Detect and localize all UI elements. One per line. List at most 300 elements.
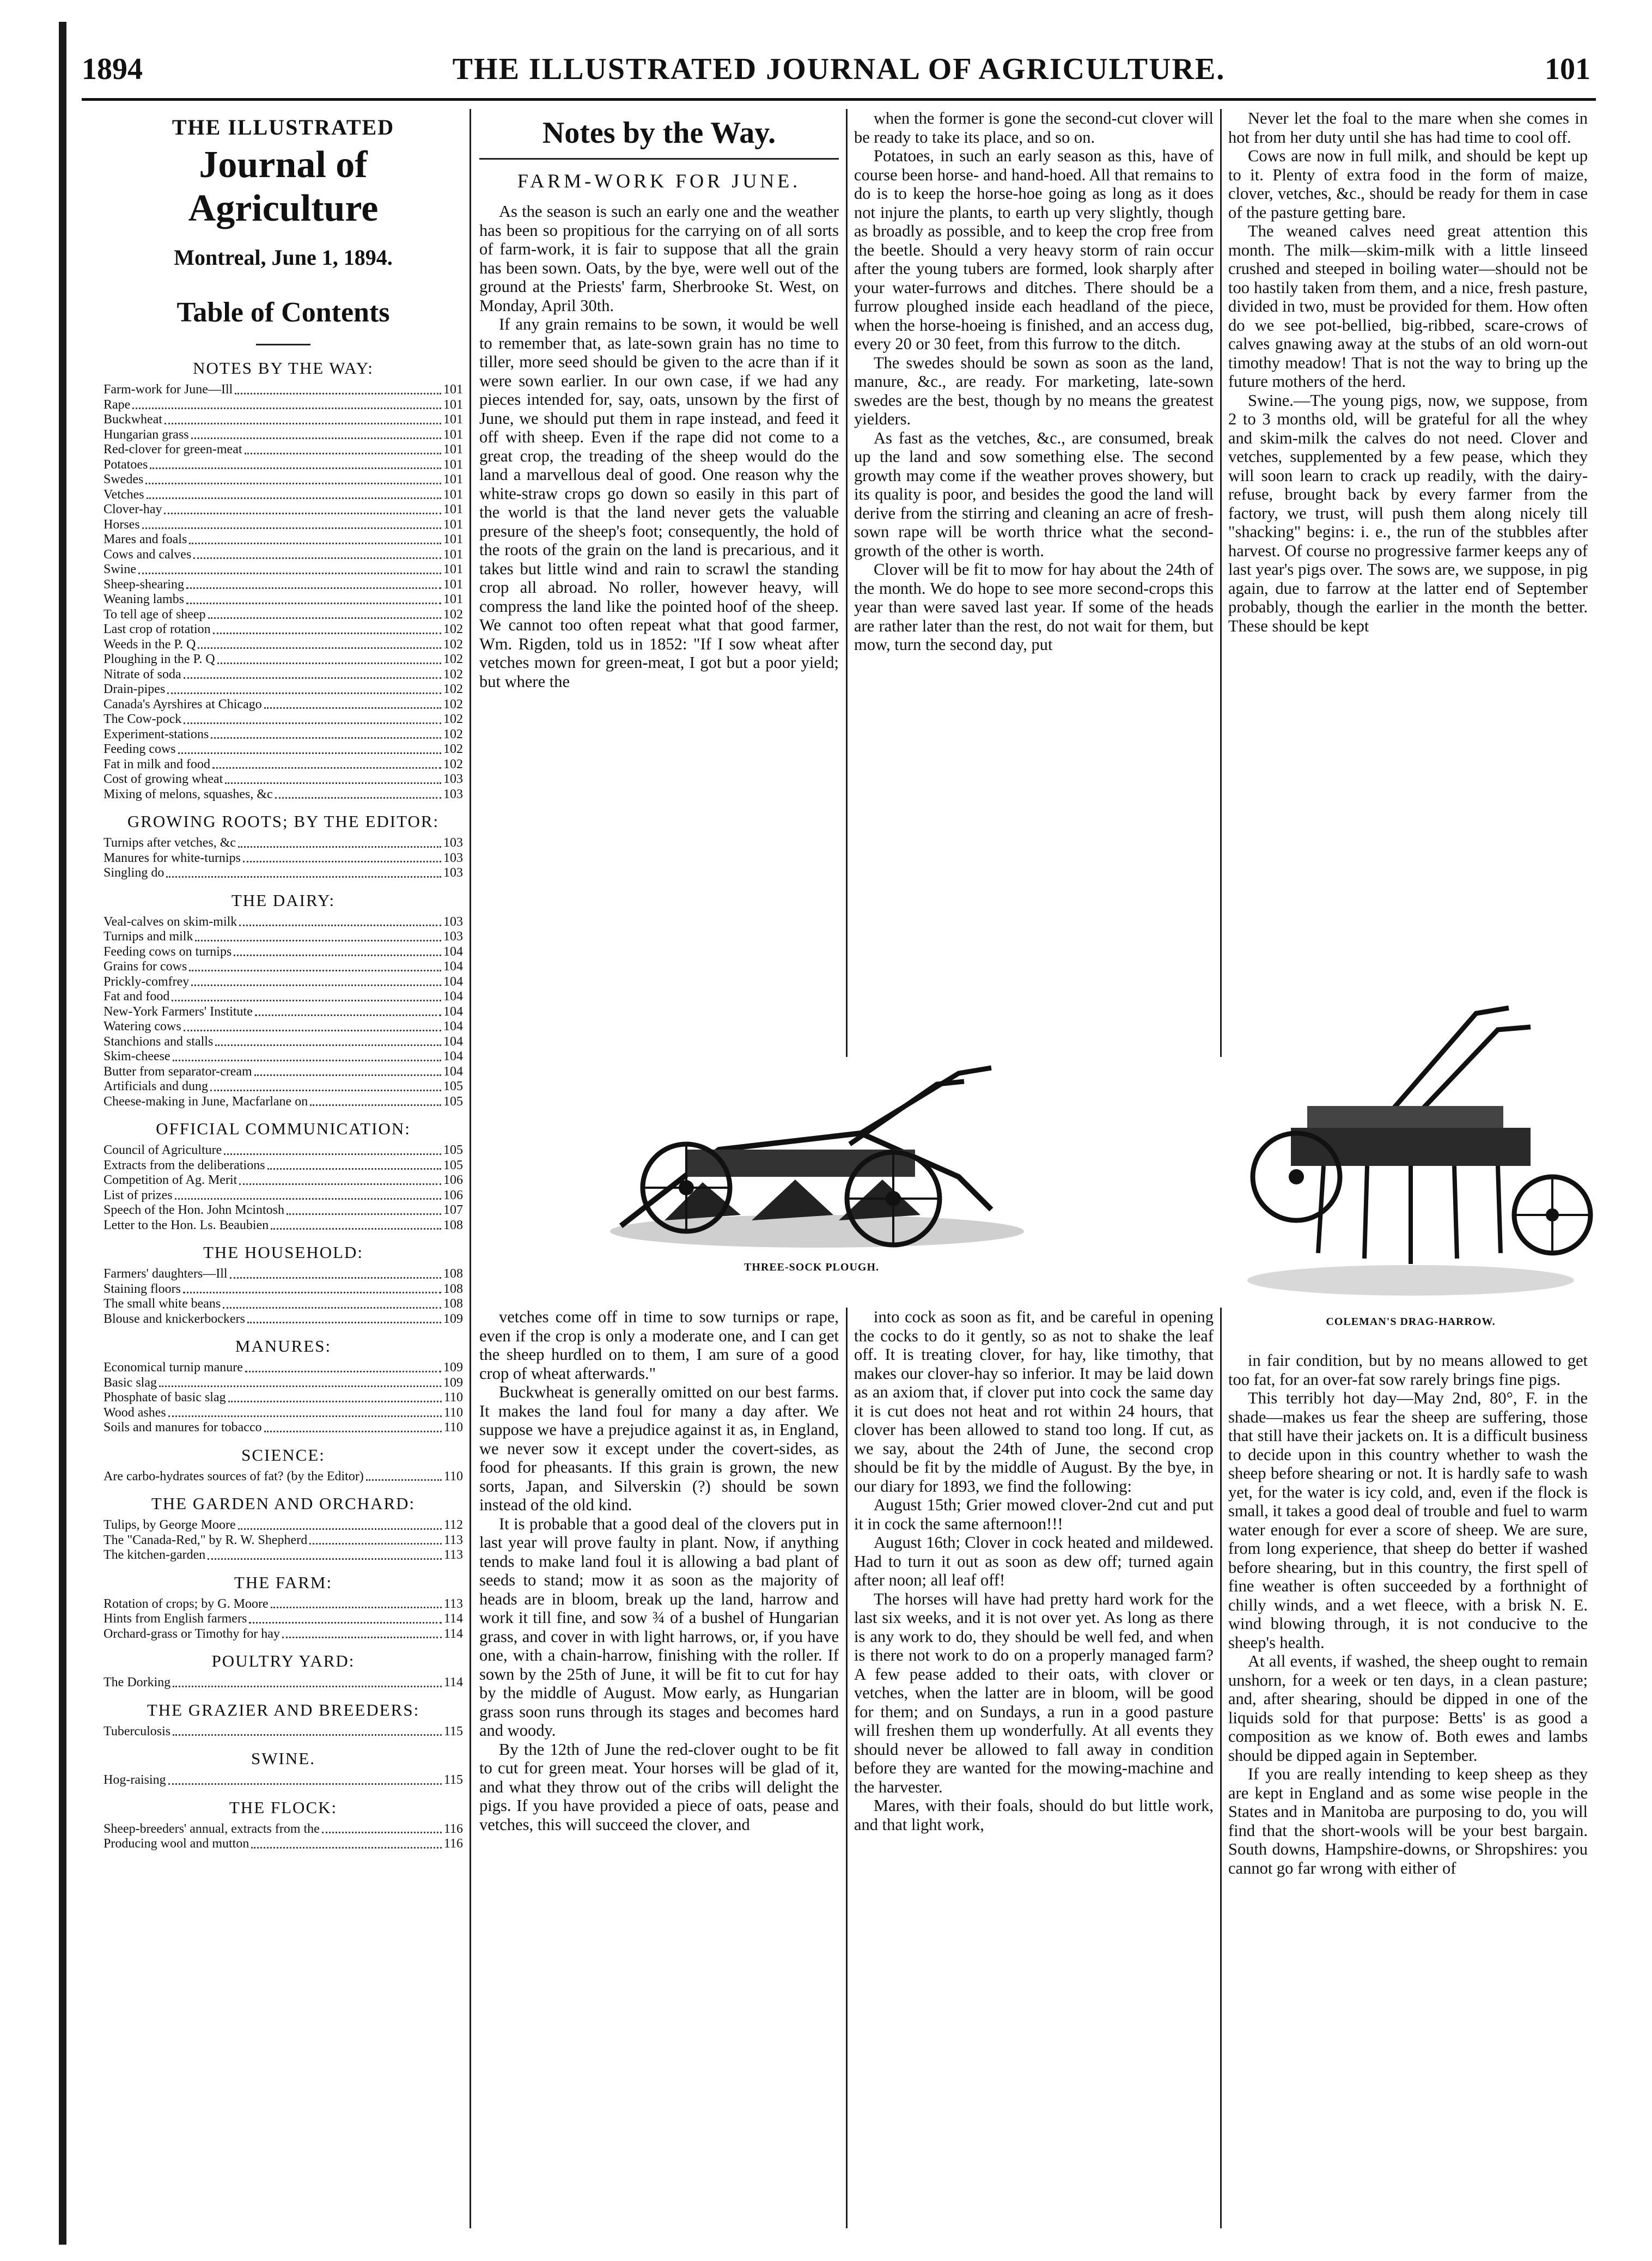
toc-entry-page: 110 bbox=[443, 1469, 463, 1484]
paragraph: August 16th; Clover in cock heated and mildewed. Had to turn it out as soon as dew off; turned again after noon; all leaf off! bbox=[854, 1533, 1214, 1589]
toc-entry bbox=[103, 578, 463, 593]
notes-column-3 bbox=[1228, 109, 1588, 948]
toc-entry-label: Orchard-grass or Timothy for hay bbox=[103, 1626, 280, 1641]
dot-leader bbox=[217, 663, 441, 664]
dot-leader bbox=[230, 1277, 441, 1279]
toc-section-heading: THE GARDEN AND ORCHARD: bbox=[151, 1494, 416, 1513]
toc-entry-page: 110 bbox=[443, 1420, 463, 1435]
toc-entry bbox=[103, 929, 463, 945]
toc-entry-page: 102 bbox=[443, 667, 463, 682]
toc-entry-page: 104 bbox=[443, 1034, 463, 1049]
dot-leader bbox=[238, 846, 441, 848]
toc-entry-page: 103 bbox=[443, 836, 463, 850]
toc-entry-label: Hungarian grass bbox=[103, 427, 189, 442]
toc-entry bbox=[103, 772, 463, 787]
dot-leader bbox=[234, 955, 441, 956]
dot-leader bbox=[166, 876, 441, 878]
dot-leader bbox=[164, 513, 441, 514]
toc-section-heading: SCIENCE: bbox=[241, 1445, 325, 1464]
toc-entry-label: Farmers' daughters—Ill bbox=[103, 1267, 228, 1281]
toc-entry-page: 101 bbox=[443, 517, 463, 532]
article-body bbox=[854, 109, 1214, 654]
toc-entry bbox=[103, 637, 463, 653]
header-title: THE ILLUSTRATED JOURNAL OF AGRICULTURE. bbox=[452, 52, 1226, 86]
dot-leader bbox=[267, 1168, 441, 1170]
toc-entry bbox=[103, 398, 463, 413]
dot-leader bbox=[178, 752, 441, 754]
toc-entry-page: 105 bbox=[443, 1079, 463, 1093]
toc-entry-page: 104 bbox=[443, 1064, 463, 1079]
toc-entry bbox=[103, 1822, 463, 1837]
toc-entry-label: Competition of Ag. Merit bbox=[103, 1173, 237, 1187]
dot-leader bbox=[215, 1044, 441, 1046]
dot-leader bbox=[145, 483, 441, 484]
toc-entry bbox=[103, 866, 463, 881]
masthead-title: Journal of Agriculture bbox=[188, 144, 379, 229]
notes-column-2-continued bbox=[854, 1308, 1214, 2234]
toc-entry-page: 104 bbox=[443, 1019, 463, 1034]
dot-leader bbox=[175, 1198, 441, 1200]
toc-entry-page: 101 bbox=[443, 487, 463, 502]
paragraph: As fast as the vetches, &c., are consumed, break up the land and sow something else. The second growth may come if the weather proves showery, but its quality is poor, and besides the good the land will derive from the stirring and cleaning an acre of fresh-sown rape will be worth thrice what the second-growth of the other is worth. bbox=[854, 428, 1214, 560]
harrow-caption: COLEMAN'S DRAG-HARROW. bbox=[1326, 1316, 1496, 1328]
dot-leader bbox=[195, 940, 441, 941]
toc-entry-label: Cheese-making in June, Macfarlane on bbox=[103, 1094, 308, 1109]
toc-entry-page: 108 bbox=[443, 1281, 463, 1296]
column-rule bbox=[1220, 109, 1222, 1057]
dot-leader bbox=[168, 1783, 442, 1785]
dot-leader bbox=[271, 1228, 441, 1230]
toc-entry-label: Sheep-breeders' annual, extracts from the bbox=[103, 1821, 320, 1836]
toc-entry-label: Turnips after vetches, &c bbox=[103, 836, 236, 850]
dot-leader bbox=[264, 707, 441, 709]
toc-entry bbox=[103, 1627, 463, 1642]
toc-entry bbox=[103, 1188, 463, 1204]
dot-leader bbox=[191, 437, 441, 439]
toc-entry-page: 108 bbox=[443, 1218, 463, 1232]
toc-entry-page: 113 bbox=[443, 1596, 463, 1611]
dot-leader bbox=[309, 1543, 442, 1545]
toc-entry-label: Clover-hay bbox=[103, 502, 162, 516]
toc-entry-label: Prickly-comfrey bbox=[103, 974, 190, 989]
toc-entry bbox=[103, 915, 463, 930]
dot-leader bbox=[264, 1431, 442, 1432]
toc-entry bbox=[103, 757, 463, 773]
article-body bbox=[479, 1308, 839, 1834]
paragraph: As the season is such an early one and the weather has been so propitious for the carrying on of all sorts of farm-work, it is fair to suppose that all the grain has been sown. Oats, by the bye, were well out of the ground at the Priests' farm, Sherbrooke St. West, on Monday, April 30th. bbox=[479, 202, 839, 315]
toc-entry bbox=[103, 787, 463, 803]
toc-entry-label: Ploughing in the P. Q bbox=[103, 652, 215, 666]
toc-entry-label: Vetches bbox=[103, 487, 144, 502]
dot-leader bbox=[184, 677, 441, 679]
toc-entry bbox=[103, 428, 463, 443]
toc-entry-page: 105 bbox=[443, 1094, 463, 1109]
toc-entry-label: The Cow-pock bbox=[103, 712, 182, 726]
toc-entry bbox=[103, 1143, 463, 1158]
toc-entry-label: Tuberculosis bbox=[103, 1724, 171, 1739]
column-rule bbox=[846, 1308, 848, 2228]
toc-entry bbox=[103, 1406, 463, 1421]
toc-entry-label: Tulips, by George Moore bbox=[103, 1518, 236, 1532]
toc-entry-page: 101 bbox=[443, 412, 463, 427]
dot-leader bbox=[147, 497, 441, 499]
toc-entry-label: Weeds in the P. Q bbox=[103, 637, 196, 652]
running-header bbox=[82, 52, 1596, 101]
toc-entry bbox=[103, 1612, 463, 1627]
toc-entry-label: The kitchen-garden bbox=[103, 1548, 206, 1562]
toc-entry-label: Experiment-stations bbox=[103, 727, 209, 741]
toc-entry bbox=[103, 1376, 463, 1391]
toc-section-heading: THE GRAZIER AND BREEDERS: bbox=[147, 1700, 420, 1719]
toc-entry-page: 102 bbox=[443, 712, 463, 726]
toc-entry-page: 101 bbox=[443, 472, 463, 487]
paragraph: By the 12th of June the red-clover ought to be fit to cut for green meat. Your horses will be glad of it, and what they throw out of the cribs will delight the pigs. If you have provided a piece of oats, pease and vetches, this will succeed the clover, and bbox=[479, 1740, 839, 1834]
toc-entry-label: Producing wool and mutton bbox=[103, 1837, 249, 1851]
toc-entry-page: 108 bbox=[443, 1267, 463, 1281]
dot-leader bbox=[208, 1558, 442, 1560]
article-body bbox=[1228, 109, 1588, 635]
toc-entry-page: 115 bbox=[443, 1773, 463, 1787]
dot-leader bbox=[186, 587, 441, 589]
toc-entry bbox=[103, 382, 463, 398]
notes-column-3-continued bbox=[1228, 1351, 1588, 2234]
toc-entry-page: 102 bbox=[443, 757, 463, 771]
dot-leader bbox=[239, 1183, 441, 1185]
dot-leader bbox=[249, 1622, 442, 1624]
toc-entry-label: Swine bbox=[103, 562, 136, 576]
dot-leader bbox=[173, 1060, 441, 1061]
toc-entry bbox=[103, 959, 463, 975]
dot-leader bbox=[322, 1832, 442, 1833]
article-body bbox=[1228, 1351, 1588, 1877]
toc-entry bbox=[103, 1035, 463, 1050]
toc-entry-label: Singling do bbox=[103, 866, 164, 880]
paragraph: when the former is gone the second-cut clover will be ready to take its place, and so on. bbox=[854, 109, 1214, 147]
toc-section-heading: NOTES BY THE WAY: bbox=[193, 358, 374, 378]
toc-entry bbox=[103, 1675, 463, 1691]
toc-entry bbox=[103, 1597, 463, 1612]
plough-drawing bbox=[577, 1052, 1046, 1259]
dot-leader bbox=[366, 1479, 442, 1481]
toc-entry-page: 110 bbox=[443, 1390, 463, 1405]
toc-entry bbox=[103, 1773, 463, 1788]
dot-leader bbox=[213, 633, 441, 634]
toc-entry-page: 116 bbox=[443, 1821, 463, 1836]
dot-leader bbox=[245, 1371, 441, 1372]
toc-entry-page: 102 bbox=[443, 607, 463, 622]
toc-section-heading: GROWING ROOTS; BY THE EDITOR: bbox=[127, 812, 440, 831]
dot-leader bbox=[191, 984, 441, 986]
notes-column-1 bbox=[479, 109, 839, 1057]
toc-entry-page: 103 bbox=[443, 914, 463, 929]
toc-entry bbox=[103, 562, 463, 578]
dot-leader bbox=[172, 1000, 441, 1001]
toc-heading: Table of Contents bbox=[176, 297, 390, 328]
dot-leader bbox=[189, 543, 441, 544]
toc-entry bbox=[103, 502, 463, 518]
paragraph: The weaned calves need great attention this month. The milk—skim-milk with a little linseed crushed and steeped in boiling water—should not be too hastily taken from them, and a nice, fresh pasture, divided in two, must be provided for them. How often do we see pot-bellied, big-ribbed, scare-crows of calves gnawing away at the stubs of an old worn-out timothy meadow! That is not the way to bring up the future mothers of the herd. bbox=[1228, 222, 1588, 391]
dot-leader bbox=[223, 1307, 441, 1309]
paragraph: Buckwheat is generally omitted on our best farms. It makes the land foul for many a day after. We suppose we have a prejudice against it as, in England, we never sow it except under the covert-sides, as food for pheasants. If this grain is grown, the new sorts, Japan, and Silverskin (?) should be sown instead of the old kind. bbox=[479, 1383, 839, 1514]
toc-entry-label: Fat in milk and food bbox=[103, 757, 210, 771]
toc-entry bbox=[103, 1218, 463, 1233]
paragraph: At all events, if washed, the sheep ought to remain unshorn, for a week or ten days, in a clean pasture; and, after shearing, should be dipped in one of the liquids sold for that purpose: Betts' is as good a composition as we know of. Both ewes and lambs should be dipped again in September. bbox=[1228, 1652, 1588, 1765]
toc-entry-label: Cows and calves bbox=[103, 547, 192, 562]
toc-entry-label: Grains for cows bbox=[103, 959, 187, 974]
toc-entry-page: 101 bbox=[443, 382, 463, 397]
toc-entry-page: 105 bbox=[443, 1143, 463, 1157]
paragraph: Swine.—The young pigs, now, we suppose, from 2 to 3 months old, will be grateful for all the whey and skim-milk the calves do not need. Clover and vetches, supplemented by a few pease, which they will soon learn to crack up readily, with the dairy-refuse, brought back by every farmer from the factory, we trust, will push them along nicely till "shacking" begins: i. e., the run of the stubbles after harvest. Of course no progressive farmer keeps any of last year's pigs over. The sows are, we suppose, in pig again, due to farrow at the latter end of September probably, though the earlier in the month the better. These should be kept bbox=[1228, 391, 1588, 635]
toc-entry-page: 102 bbox=[443, 682, 463, 696]
toc-entry-label: Soils and manures for tobacco bbox=[103, 1420, 262, 1435]
toc-entry bbox=[103, 1533, 463, 1548]
article-body bbox=[854, 1308, 1214, 1834]
toc-entry-label: Butter from separator-cream bbox=[103, 1064, 252, 1079]
dot-leader bbox=[164, 423, 441, 424]
toc-entry-label: Rape bbox=[103, 397, 131, 412]
dot-leader bbox=[198, 647, 441, 649]
header-rule bbox=[82, 98, 1596, 101]
paragraph: Mares, with their foals, should do but little work, and that light work, bbox=[854, 1796, 1214, 1834]
dot-leader bbox=[225, 782, 441, 784]
toc-entry-label: Are carbo-hydrates sources of fat? (by the Editor) bbox=[103, 1469, 364, 1484]
toc-entry-label: Basic slag bbox=[103, 1375, 157, 1390]
plough-illustration bbox=[577, 1052, 1046, 1280]
dot-leader bbox=[271, 1607, 442, 1608]
toc-entry bbox=[103, 945, 463, 960]
dot-leader bbox=[193, 557, 441, 559]
toc-entry bbox=[103, 1019, 463, 1035]
toc-entry-label: Feeding cows on turnips bbox=[103, 944, 232, 959]
toc-entry-label: Fat and food bbox=[103, 989, 170, 1004]
toc-entry bbox=[103, 712, 463, 727]
toc-section-heading: THE FARM: bbox=[234, 1572, 333, 1592]
dot-leader bbox=[138, 573, 441, 574]
dot-leader bbox=[211, 737, 441, 739]
toc-entry-page: 112 bbox=[443, 1518, 463, 1532]
toc-entry-label: Turnips and milk bbox=[103, 929, 193, 944]
dot-leader bbox=[286, 1213, 441, 1215]
toc-entry bbox=[103, 1173, 463, 1188]
toc-entry bbox=[103, 1049, 463, 1065]
toc-entry-page: 113 bbox=[443, 1533, 463, 1547]
toc-entry-label: Mixing of melons, squashes, &c bbox=[103, 787, 273, 801]
toc-entry-label: Stanchions and stalls bbox=[103, 1034, 214, 1049]
toc-entry-page: 104 bbox=[443, 1004, 463, 1019]
toc-entry-page: 104 bbox=[443, 974, 463, 989]
toc-entry-page: 101 bbox=[443, 547, 463, 562]
toc-section-heading: OFFICIAL COMMUNICATION: bbox=[156, 1119, 411, 1138]
toc-entry bbox=[103, 548, 463, 563]
toc-entry-page: 105 bbox=[443, 1158, 463, 1172]
dot-leader bbox=[184, 1030, 441, 1031]
paragraph: into cock as soon as fit, and be careful in opening the cocks to do it gently, so as not to shake the leaf off. It is treating clover, for hay, like timothy, that makes our clover-hay so inferior. It may be laid down as an axiom that, if clover put into cock the same day it is cut does not heat and rot within 24 hours, that clover has been allowed to stand too long. If cut, as we say, about the 24th of June, the second crop should be fit by the middle of August. By the bye, in our diary for 1893, we find the following: bbox=[854, 1308, 1214, 1496]
toc-entry bbox=[103, 488, 463, 503]
toc-entry bbox=[103, 442, 463, 458]
dot-leader bbox=[275, 797, 441, 799]
toc-entry-page: 101 bbox=[443, 457, 463, 472]
harrow-illustration bbox=[1226, 997, 1596, 1346]
paragraph: It is probable that a good deal of the clovers put in last year will prove faulty in plant. Now, if anything tends to make land foul it is allowing a bad plant of seeds to stand; mow it as soon as the majority of heads are in bloom, break up the land, harrow and work it till fine, and sow ¾ of a bushel of Hungarian grass, and cover in with light harrows, or, if you have one, with a chain-harrow, finishing with the roller. If sown by the 25th of June, it will be fit to cut for hay by the middle of August. Mow early, as Hungarian grass soon runs through its stages and becomes hard and woody. bbox=[479, 1514, 839, 1740]
toc-entry-page: 101 bbox=[443, 427, 463, 442]
column-rule bbox=[846, 109, 848, 1057]
toc-entry-label: Feeding cows bbox=[103, 742, 176, 756]
toc-section-heading: THE FLOCK: bbox=[229, 1797, 338, 1817]
toc-section-heading: SWINE. bbox=[251, 1749, 315, 1768]
toc-entry-label: Manures for white-turnips bbox=[103, 850, 241, 865]
paragraph: Cows are now in full milk, and should be kept up to it. Plenty of extra food in the form of maize, clover, vetches, &c., should be ready for them in case of the pasture getting bare. bbox=[1228, 147, 1588, 222]
toc-entry bbox=[103, 458, 463, 473]
notes-column-1-continued bbox=[479, 1308, 839, 2234]
toc-entry-page: 104 bbox=[443, 944, 463, 959]
toc-entry bbox=[103, 1203, 463, 1218]
toc-entry bbox=[103, 697, 463, 713]
toc-entry bbox=[103, 622, 463, 637]
dot-leader bbox=[173, 1686, 442, 1687]
toc-entry bbox=[103, 1837, 463, 1852]
toc-section-heading: THE HOUSEHOLD: bbox=[203, 1243, 364, 1262]
toc-entry-page: 113 bbox=[443, 1548, 463, 1562]
paragraph: Never let the foal to the mare when she comes in hot from her duty until she has had time to cool off. bbox=[1228, 109, 1588, 147]
toc-entry-page: 115 bbox=[443, 1724, 463, 1739]
toc-entry-label: Staining floors bbox=[103, 1281, 181, 1296]
toc-entry-label: Blouse and knickerbockers bbox=[103, 1311, 245, 1326]
toc-entry-label: Economical turnip manure bbox=[103, 1360, 243, 1375]
dot-leader bbox=[243, 861, 441, 862]
toc-entry bbox=[103, 592, 463, 607]
toc-entry-page: 101 bbox=[443, 562, 463, 576]
toc-section-heading: THE DAIRY: bbox=[231, 890, 336, 910]
toc-entry-label: Hog-raising bbox=[103, 1773, 166, 1787]
toc-entry bbox=[103, 727, 463, 743]
dot-leader bbox=[224, 1153, 441, 1155]
paragraph: The swedes should be sown as soon as the land, manure, &c., are ready. For marketing, late-sown swedes are the best, though by no means the greatest yielders. bbox=[854, 353, 1214, 428]
toc-entry-label: Skim-cheese bbox=[103, 1049, 170, 1063]
toc-entry bbox=[103, 1548, 463, 1563]
paragraph: vetches come off in time to sow turnips or rape, even if the crop is only a moderate one, and I can get the sheep hurdled on to them, I am sure of a good crop of wheat afterwards." bbox=[479, 1308, 839, 1383]
paragraph: Potatoes, in such an early season as this, have of course been horse- and hand-hoed. All that remains to do is to keep the horse-hoe going as long as it does not injure the plants, to earth up very slightly, though as broadly as possible, and to keep the crop free from the beetle. Should a very heavy storm of rain occur after the young tubers are formed, look sharply after your water-furrows and ditches. There should be a furrow ploughed inside each headland of the piece, when the horse-hoeing is finished, and an access dug, every 20 or 30 feet, from this furrow to the ditch. bbox=[854, 147, 1214, 353]
header-year: 1894 bbox=[82, 52, 143, 86]
toc-entry bbox=[103, 667, 463, 683]
dot-leader bbox=[282, 1637, 442, 1638]
toc-entry-label: Phosphate of basic slag bbox=[103, 1390, 226, 1405]
dot-leader bbox=[208, 617, 441, 619]
toc-entry bbox=[103, 851, 463, 866]
column-rule bbox=[1220, 1308, 1222, 2228]
dot-leader bbox=[210, 1090, 441, 1091]
toc-entry-page: 102 bbox=[443, 727, 463, 741]
dot-leader bbox=[310, 1104, 441, 1106]
notes-column-2 bbox=[854, 109, 1214, 1057]
notes-title: Notes by the Way. bbox=[542, 116, 776, 150]
toc-entry-page: 103 bbox=[443, 929, 463, 944]
toc-entry bbox=[103, 1065, 463, 1080]
toc-entry bbox=[103, 1095, 463, 1110]
dot-leader bbox=[189, 970, 441, 971]
toc-entry-page: 104 bbox=[443, 989, 463, 1004]
dot-leader bbox=[235, 393, 441, 394]
toc-entry-label: Last crop of rotation bbox=[103, 622, 211, 636]
toc-entry-label: Horses bbox=[103, 517, 140, 532]
column-rule bbox=[470, 109, 471, 2228]
divider bbox=[479, 158, 839, 160]
toc-entry bbox=[103, 742, 463, 757]
dot-leader bbox=[212, 767, 441, 769]
toc-entry-label: Nitrate of soda bbox=[103, 667, 181, 682]
toc-entry-page: 103 bbox=[443, 787, 463, 801]
dot-leader bbox=[254, 1074, 441, 1076]
toc-entry-page: 101 bbox=[443, 397, 463, 412]
toc-entry bbox=[103, 652, 463, 667]
toc-entry bbox=[103, 1469, 463, 1485]
toc-entry-label: Farm-work for June—Ill bbox=[103, 382, 233, 397]
dot-leader bbox=[228, 1401, 442, 1402]
toc-entry bbox=[103, 975, 463, 990]
dot-leader bbox=[184, 722, 441, 724]
paragraph: If any grain remains to be sown, it would be well to remember that, as late-sown grain has no time to tiller, more seed should be given to the acre than if it were sown earlier. In our own case, if we had any pieces intended for, say, oats, unsown by the first of June, we should put them in rape instead, and feed it off with sheep. Even if the rape did not come to a great crop, the treading of the sheep would do the land a marvellous deal of good. One reason why the white-straw crops go down so easily in this part of the world is that the land never gets the valuable presure of the sheep's foot; consequently, the hold of the roots of the grain on the land is precarious, and it takes but little wind and rain to scrawl the standing crop all abroad. No roller, however heavy, will compress the land like the pointed hoof of the sheep. We cannot too often repeat what that good farmer, Wm. Rigden, told us in 1852: "If I sow wheat after vetches mown for green-meat, I got but a poor yield; but where the bbox=[479, 315, 839, 691]
toc-entry bbox=[103, 1518, 463, 1533]
toc-entry-label: Extracts from the deliberations bbox=[103, 1158, 265, 1172]
paragraph: Clover will be fit to mow for hay about the 24th of the month. We do hope to see more second-crops this year than were saved last year. If some of the heads are rather later than the rest, do not wait for them, but mow, turn the second day, put bbox=[854, 560, 1214, 654]
harrow-drawing bbox=[1226, 997, 1596, 1313]
paragraph: If you are really intending to keep sheep as they are kept in England and as some wise people in the States and in Manitoba are purposing to do, you will find that the short-wools will be your best bargain. South downs, Hampshire-downs, or Shropshires: you cannot go far wrong with either of bbox=[1228, 1765, 1588, 1877]
toc-entry-label: Drain-pipes bbox=[103, 682, 166, 696]
toc-entry-page: 101 bbox=[443, 532, 463, 546]
toc-entry bbox=[103, 1267, 463, 1282]
toc-entry bbox=[103, 532, 463, 548]
toc-entry-page: 101 bbox=[443, 592, 463, 606]
toc-entry-label: The "Canada-Red," by R. W. Shepherd bbox=[103, 1533, 308, 1547]
toc-entry-label: Potatoes bbox=[103, 457, 148, 472]
toc-entry-page: 110 bbox=[443, 1405, 463, 1420]
toc-entry-label: Rotation of crops; by G. Moore bbox=[103, 1596, 269, 1611]
toc-section-heading: POULTRY YARD: bbox=[211, 1651, 355, 1670]
toc-entry bbox=[103, 682, 463, 697]
toc-entry-page: 101 bbox=[443, 442, 463, 457]
toc-sections bbox=[103, 358, 463, 1852]
toc-entry-label: Canada's Ayrshires at Chicago bbox=[103, 697, 262, 712]
dot-leader bbox=[239, 925, 441, 926]
toc-entry-page: 106 bbox=[443, 1188, 463, 1202]
toc-entry-label: New-York Farmers' Institute bbox=[103, 1004, 253, 1019]
dot-leader bbox=[167, 692, 441, 694]
toc-entry-label: Wood ashes bbox=[103, 1405, 166, 1420]
toc-entry-label: The small white beans bbox=[103, 1297, 221, 1311]
toc-entry-page: 101 bbox=[443, 577, 463, 592]
toc-entry bbox=[103, 1312, 463, 1327]
dot-leader bbox=[168, 1415, 442, 1417]
toc-entry-page: 104 bbox=[443, 1049, 463, 1063]
toc-entry-page: 102 bbox=[443, 742, 463, 756]
toc-entry bbox=[103, 989, 463, 1005]
dot-leader bbox=[183, 1292, 441, 1293]
toc-entry bbox=[103, 1390, 463, 1406]
toc-entry bbox=[103, 1079, 463, 1095]
toc-entry bbox=[103, 518, 463, 533]
table-of-contents bbox=[103, 109, 463, 2245]
toc-entry bbox=[103, 412, 463, 428]
paragraph: The horses will have had pretty hard work for the last six weeks, and it is not over yet. As long as there is any work to do, they should be well fed, and when is there not work to do on a properly managed farm? A few pease added to their oats, with clover or vetches, when the latter are in bloom, will be good for them; and on Sundays, a run in a good pasture will freshen them up wonderfully. At all events they should never be allowed to fall away in condition before they are wanted for the mowing-machine and the harvester. bbox=[854, 1589, 1214, 1796]
paragraph: August 15th; Grier mowed clover-2nd cut and put it in cock the same afternoon!!! bbox=[854, 1496, 1214, 1533]
toc-entry-label: To tell age of sheep bbox=[103, 607, 206, 622]
toc-entry-label: Letter to the Hon. Ls. Beaubien bbox=[103, 1218, 269, 1232]
header-page-number: 101 bbox=[1545, 52, 1590, 86]
toc-entry-label: Swedes bbox=[103, 472, 144, 487]
toc-entry-page: 102 bbox=[443, 652, 463, 666]
toc-entry-page: 109 bbox=[443, 1360, 463, 1375]
dot-leader bbox=[245, 453, 441, 454]
divider bbox=[256, 344, 310, 345]
